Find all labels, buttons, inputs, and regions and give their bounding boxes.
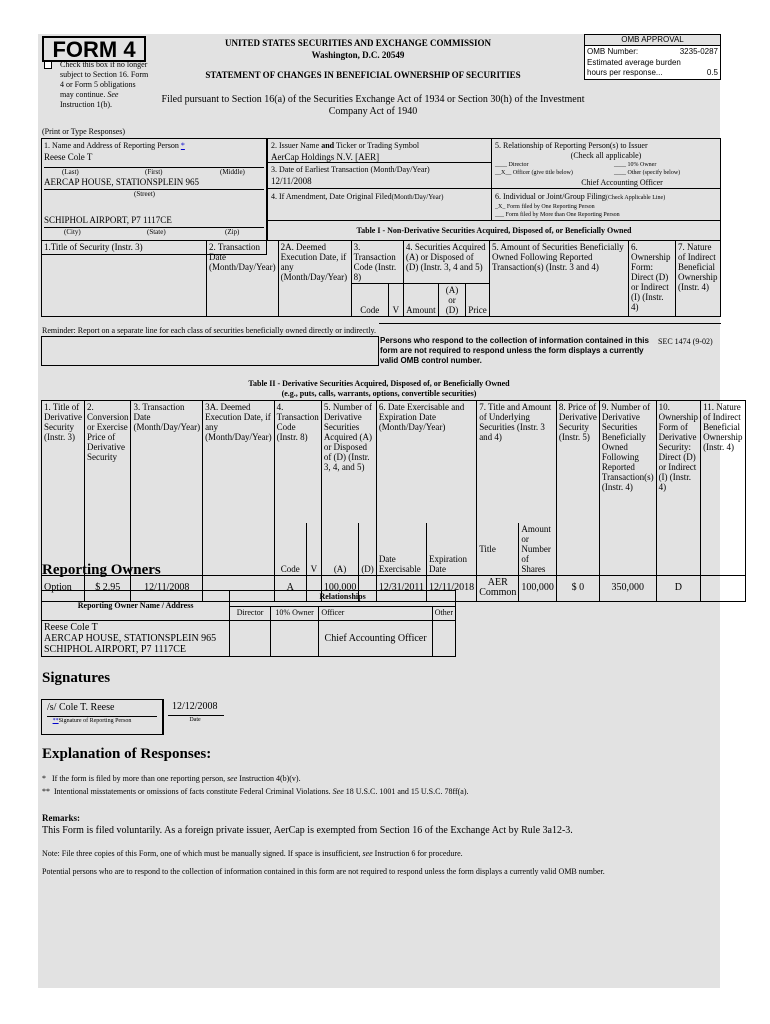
t1-col2a: 2A. Deemed Execution Date, if any (Month/Day/Year) bbox=[278, 241, 351, 317]
table2-title: Table II - Derivative Securities Acquired, Disposed of, or Beneficially Owned bbox=[248, 379, 510, 388]
t1-col5: 5. Amount of Securities Beneficially Owned Following Reported Transaction(s) (Instr. 3 and 4) bbox=[490, 241, 629, 317]
box1-star-link[interactable]: * bbox=[180, 141, 185, 150]
owner-officer-title: Chief Accounting Officer bbox=[319, 621, 432, 657]
zip-label: (Zip) bbox=[225, 228, 240, 236]
t2-col3a: 3A. Deemed Execution Date, if any (Month/Day/Year) bbox=[203, 401, 275, 576]
t2-col5: 5. Number of Derivative Securities Acquired (A) or Disposed of (D) (Instr. 3, 4, and 5) bbox=[321, 401, 376, 523]
reporting-owners-heading: Reporting Owners bbox=[42, 562, 161, 578]
t2-code: Code bbox=[274, 523, 306, 576]
first-label: (First) bbox=[145, 168, 163, 176]
city-label: (City) bbox=[64, 228, 81, 236]
t1-amount: Amount bbox=[403, 284, 438, 317]
relationships-header: Relationships bbox=[230, 591, 456, 607]
multi-person-label: Form filed by More than One Reporting Person bbox=[505, 212, 620, 218]
t1-col1: 1.Title of Security (Instr. 3) bbox=[42, 241, 207, 317]
reminder-box bbox=[41, 336, 379, 366]
signature-star-link[interactable]: ** bbox=[52, 718, 59, 724]
table2-subtitle: (e.g., puts, calls, warrants, options, convertible securities) bbox=[281, 389, 477, 398]
filing-type-box: 6. Individual or Joint/Group Filing(Check Applicable Line) _X_ Form filed by One Reporting Person ___ Form filed by More than One Reporting Person bbox=[491, 188, 721, 221]
t1-v: V bbox=[388, 284, 403, 317]
note-text: Note: File three copies of this Form, one of which must be manually signed. If space is insufficient, see Instruction 6 for procedure. bbox=[42, 849, 463, 858]
t2-col9: 9. Number of Derivative Securities Beneficially Owned Following Reported Transaction(s) (Instr. 4) bbox=[599, 401, 656, 576]
t2-col8: 8. Price of Derivative Security (Instr. 5) bbox=[556, 401, 599, 576]
omb-hours-label: hours per response... bbox=[587, 68, 663, 77]
t2-row-price: $ 2.95 bbox=[84, 575, 131, 601]
t2-col7: 7. Title and Amount of Underlying Securities (Instr. 3 and 4) bbox=[477, 401, 557, 523]
t1-col4: 4. Securities Acquired (A) or Disposed of (D) (Instr. 3, 4 and 5) bbox=[403, 241, 489, 284]
filed-pursuant: Filed pursuant to Section 16(a) of the Securities Exchange Act of 1934 or Section 30(h) of the Investment Company Act of 1940 bbox=[161, 94, 585, 117]
explanation-heading: Explanation of Responses: bbox=[42, 746, 212, 762]
earliest-transaction-box bbox=[267, 162, 492, 189]
t1-col3: 3. Transaction Code (Instr. 8) bbox=[351, 241, 403, 284]
t2-v: V bbox=[306, 523, 321, 576]
omb-notice: Persons who respond to the collection of information contained in this form are not required to respond unless the form displays a currently valid OMB control number. bbox=[380, 336, 649, 365]
statement-title: STATEMENT OF CHANGES IN BENEFICIAL OWNERSHIP OF SECURITIES bbox=[205, 70, 521, 80]
omb-burden: Estimated average burden bbox=[587, 58, 681, 67]
state-label: (State) bbox=[147, 228, 166, 236]
date-label: Date bbox=[189, 717, 201, 723]
officer-title: Chief Accounting Officer bbox=[562, 178, 682, 189]
t2-amount-col: Amount or Number of Shares bbox=[519, 523, 557, 576]
box5-sub: (Check all applicable) bbox=[570, 151, 642, 160]
reminder: Reminder: Report on a separate line for each class of securities beneficially owned directly or indirectly. bbox=[42, 326, 377, 335]
box3-label: 3. Date of Earliest Transaction (Month/Day/Year) bbox=[271, 165, 430, 174]
t2-row-deriv-price: $ 0 bbox=[556, 575, 599, 601]
t2-col10: 10. Ownership Form of Derivative Security: Direct (D) or Indirect (I) (Instr. 4) bbox=[656, 401, 701, 576]
middle-label: (Middle) bbox=[220, 168, 245, 176]
director-label: Director bbox=[508, 162, 529, 168]
table1-nonderivative bbox=[41, 240, 721, 317]
signature-date: 12/12/2008 bbox=[172, 701, 218, 712]
other-header: Other bbox=[432, 607, 455, 621]
form-title: FORM 4 bbox=[42, 36, 146, 62]
t2-row-a: 100,000 bbox=[321, 575, 359, 601]
t2-col3: 3. Transaction Date (Month/Day/Year) bbox=[131, 401, 203, 576]
commission-city: Washington, D.C. 20549 bbox=[311, 50, 405, 60]
amendment-box bbox=[267, 188, 492, 221]
omb-approval-box bbox=[584, 34, 721, 80]
reporting-owners-table bbox=[41, 590, 456, 657]
owner-name-header: Reporting Owner Name / Address bbox=[42, 591, 230, 621]
t2-row-exp: 12/11/2018 bbox=[427, 575, 477, 601]
table-row bbox=[42, 621, 456, 657]
t2-d: (D) bbox=[359, 523, 377, 576]
footnote-1: * If the form is filed by more than one reporting person, see Instruction 4(b)(v). bbox=[42, 774, 301, 783]
owner-name: Reese Cole T bbox=[44, 622, 98, 633]
signature-box bbox=[41, 699, 163, 735]
street-label: (Street) bbox=[134, 190, 155, 198]
t2-row-code: A bbox=[274, 575, 306, 601]
city-value: SCHIPHOL AIRPORT, P7 1117CE bbox=[44, 215, 172, 225]
ten-pct-header: 10% Owner bbox=[270, 607, 318, 621]
box4-label: 4. If Amendment, Date Original Filed bbox=[271, 192, 392, 201]
t2-col2: 2. Conversion or Exercise Price of Derivative Security bbox=[84, 401, 131, 576]
box5-label: 5. Relationship of Reporting Person(s) to Issuer bbox=[495, 141, 648, 150]
omb-hours: 0.5 bbox=[706, 68, 718, 77]
officer-mark[interactable]: X bbox=[501, 170, 506, 176]
commission-name: UNITED STATES SECURITIES AND EXCHANGE COMMISSION bbox=[225, 38, 491, 48]
t2-row-date-ex: 12/31/2011 bbox=[376, 575, 426, 601]
t2-row-date: 12/11/2008 bbox=[131, 575, 203, 601]
earliest-transaction-value: 12/11/2008 bbox=[271, 176, 312, 186]
signature-value: /s/ Cole T. Reese bbox=[47, 702, 115, 713]
t2-a: (A) bbox=[321, 523, 359, 576]
checkbox-text: Check this box if no longer subject to Section 16. Form 4 or Form 5 obligations may continue. See Instruction 1(b). bbox=[60, 60, 149, 109]
t2-exp: Expiration Date bbox=[427, 523, 477, 576]
t2-col4: 4. Transaction Code (Instr. 8) bbox=[274, 401, 321, 523]
omb-number: 3235-0287 bbox=[679, 47, 718, 56]
box6-label: 6. Individual or Joint/Group Filing bbox=[495, 192, 606, 201]
t1-aord: (A) or (D) bbox=[439, 284, 466, 317]
signatures-heading: Signatures bbox=[42, 670, 111, 686]
omb-title: OMB APPROVAL bbox=[585, 35, 720, 46]
one-person-mark[interactable]: X bbox=[498, 204, 503, 210]
t1-col7: 7. Nature of Indirect Beneficial Ownership (Instr. 4) bbox=[676, 241, 721, 317]
officer-label: Officer (give title below) bbox=[512, 170, 573, 176]
potential-persons-text: Potential persons who are to respond to the collection of information contained in this form are not required to respond unless the form displays a currently valid OMB number. bbox=[42, 867, 605, 876]
other-label: Other (specify below) bbox=[627, 170, 681, 176]
table1-title: Table I - Non-Derivative Securities Acquired, Disposed of, or Beneficially Owned bbox=[267, 220, 721, 241]
t2-title-col: Title bbox=[477, 523, 519, 576]
t2-row-owned: 350,000 bbox=[599, 575, 656, 601]
box2-label-b: Ticker or Trading Symbol bbox=[335, 141, 420, 150]
footnote-2: ** Intentional misstatements or omissions of facts constitute Federal Criminal Violations. See 18 U.S.C. 1001 and 15 U.S.C. 78ff(a). bbox=[42, 787, 469, 796]
t2-date-ex: Date Exercisable bbox=[376, 523, 426, 576]
owner-addr2: SCHIPHOL AIRPORT, P7 1117CE bbox=[44, 644, 187, 655]
owner-addr1: AERCAP HOUSE, STATIONSPLEIN 965 bbox=[44, 633, 217, 644]
t1-col2: 2. Transaction Date (Month/Day/Year) bbox=[207, 241, 279, 317]
relationship-box: 5. Relationship of Reporting Person(s) to Issuer (Check all applicable) ____ Director ____ 10% Owner __X__ Officer (give title below) ____ Other (specify below) Chief Accounting Officer bbox=[491, 138, 721, 189]
box2-label-a: 2. Issuer Name bbox=[271, 141, 320, 150]
print-note: (Print or Type Responses) bbox=[42, 127, 126, 136]
t1-price: Price bbox=[466, 284, 490, 317]
officer-header: Officer bbox=[319, 607, 432, 621]
no-longer-subject-checkbox[interactable] bbox=[44, 61, 52, 69]
box6-label-small: (Check Applicable Line) bbox=[605, 195, 666, 201]
t2-col1: 1. Title of Derivative Security (Instr. 3) bbox=[42, 401, 85, 576]
remarks-label: Remarks: bbox=[42, 813, 80, 823]
sec-code: SEC 1474 (9-02) bbox=[658, 337, 713, 346]
t1-code: Code bbox=[351, 284, 388, 317]
remarks-text: This Form is filed voluntarily. As a foreign private issuer, AerCap is exempted from Section 16 of the Exchange Act by Rule 3a12-3. bbox=[42, 825, 573, 836]
t2-row-under-amt: 100,000 bbox=[519, 575, 557, 601]
reporting-person-name: Reese Cole T bbox=[44, 152, 93, 162]
omb-number-label: OMB Number: bbox=[587, 47, 639, 56]
box1-label: 1. Name and Address of Reporting Person bbox=[44, 141, 179, 150]
t2-row-under-title: AER Common bbox=[477, 575, 519, 601]
box4-label-small: (Month/Day/Year) bbox=[391, 193, 444, 201]
t1-col6: 6. Ownership Form: Direct (D) or Indirect (I) (Instr. 4) bbox=[629, 241, 676, 317]
t2-col11: 11. Nature of Indirect Beneficial Ownership (Instr. 4) bbox=[701, 401, 745, 576]
street-value: AERCAP HOUSE, STATIONSPLEIN 965 bbox=[44, 177, 199, 187]
t2-col6: 6. Date Exercisable and Expiration Date (Month/Day/Year) bbox=[376, 401, 476, 523]
form-page bbox=[38, 34, 743, 988]
reporting-person-box bbox=[41, 138, 267, 255]
one-person-label: Form filed by One Reporting Person bbox=[506, 204, 595, 210]
issuer-name-box bbox=[267, 138, 492, 163]
t2-row-title: Option bbox=[42, 575, 85, 601]
issuer-name-value: AerCap Holdings N.V. [AER] bbox=[271, 152, 380, 162]
signature-label: Signature of Reporting Person bbox=[58, 718, 132, 724]
box2-label-and: and bbox=[321, 141, 335, 150]
last-label: (Last) bbox=[62, 168, 79, 176]
director-header: Director bbox=[230, 607, 271, 621]
ten-pct-label: 10% Owner bbox=[627, 162, 657, 168]
signature-date-box bbox=[163, 699, 226, 735]
t2-row-form: D bbox=[656, 575, 701, 601]
